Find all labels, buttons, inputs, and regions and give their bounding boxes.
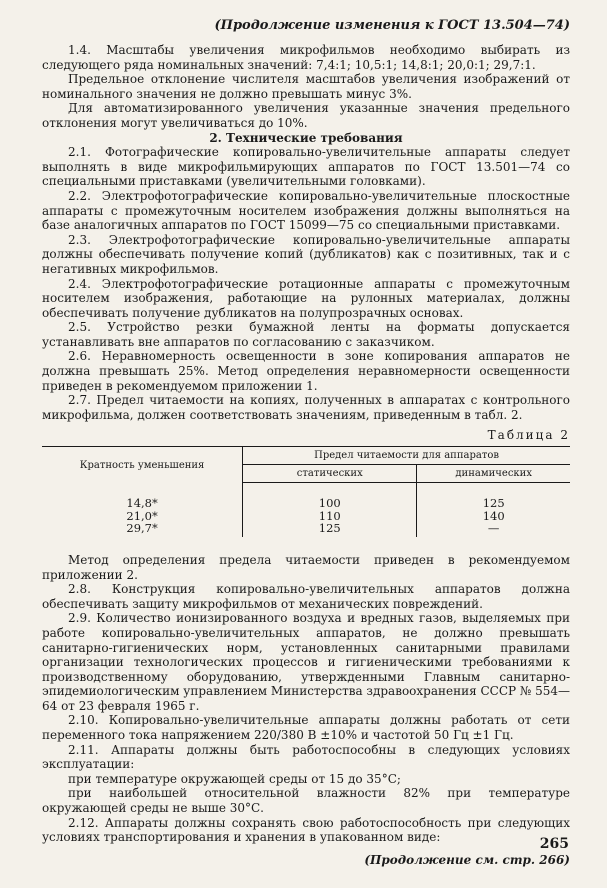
section-title: 2. Технические требования bbox=[209, 130, 403, 145]
paragraph-2-5: 2.5. Устройство резки бумажной ленты на форматы допускается устанавливать вне аппаратов по согласованию с заказчиком. bbox=[42, 320, 570, 349]
paragraph-2-4: 2.4. Электрофотографические ротационные аппараты с промежуточным носителем изображения, работающие на рулонных материалах, должны обеспечивать получение дубликатов на полупрозрачных основах. bbox=[42, 276, 570, 320]
paragraph-temperature: при температуре окружающей среды от 15 до 35°С; bbox=[68, 771, 401, 786]
paragraph-1-4: 1.4. Масштабы увеличения микрофильмов необходимо выбирать из следующего ряда номинальных значений: 7,4:1; 10,5:1; 14,8:1; 20,0:1; 29,7:1. bbox=[42, 43, 570, 72]
cell-static: 125 bbox=[243, 522, 417, 537]
table-caption: Таблица 2 bbox=[487, 428, 570, 443]
paragraph-method: Метод определения предела читаемости приведен в рекомендуемом приложении 2. bbox=[42, 552, 570, 582]
paragraph-2-11: 2.11. Аппараты должны быть работоспособны в следующих условиях эксплуатации: bbox=[42, 742, 570, 772]
col-static-header: статических bbox=[243, 465, 417, 483]
paragraph-2-12: 2.12. Аппараты должны сохранять свою работоспособность при следующих условиях транспортирования и хранения в упакованном виде: bbox=[42, 815, 570, 845]
col-dynamic-header: динамических bbox=[417, 465, 570, 483]
paragraph-deviation: Предельное отклонение числителя масштабов увеличения изображений от номинального значения не должно превышать минус 3%. bbox=[42, 72, 570, 101]
cell-dynamic: 140 bbox=[482, 508, 505, 523]
cell-ratio: 21,0* bbox=[42, 510, 243, 523]
continuation-note: (Продолжение см. стр. 266) bbox=[364, 852, 570, 867]
paragraph-2-6: 2.6. Неравномерность освещенности в зоне копирования аппаратов не должна превышать 25%. Метод определения неравномерности освещенности приведен в рекомендуемом приложении 1. bbox=[42, 349, 570, 393]
readability-table bbox=[42, 446, 570, 537]
cell-ratio: 14,8* bbox=[42, 483, 243, 510]
table-row bbox=[42, 483, 570, 510]
page-number: 265 bbox=[539, 836, 569, 852]
col-ratio-header: Кратность уменьшения bbox=[42, 447, 243, 483]
table-row bbox=[42, 522, 570, 537]
cell-ratio: 29,7* bbox=[42, 522, 243, 537]
paragraph-2-1: 2.1. Фотографические копировально-увеличительные аппараты следует выполнять в виде микрофильмирующих аппаратов по ГОСТ 13.501—74 со специальными приставками (увеличительными головками). bbox=[42, 145, 570, 189]
page-header: (Продолжение изменения к ГОСТ 13.504—74) bbox=[214, 18, 570, 33]
paragraph-2-10: 2.10. Копировально-увеличительные аппараты должны работать от сети переменного тока напряжением 220/380 В ±10% и частотой 50 Гц ±1 Гц. bbox=[42, 713, 570, 743]
paragraph-2-3: 2.3. Электрофотографические копировально-увеличительные аппараты должны обеспечивать получение копий (дубликатов) как с позитивных, так и с негативных микрофильмов. bbox=[42, 232, 570, 276]
paragraph-2-2: 2.2. Электрофотографические копировально-увеличительные плоскостные аппараты с промежуточным носителем изображения должны выполняться на базе аналогичных аппаратов по ГОСТ 15099—75 со специальными приставками. bbox=[42, 188, 570, 233]
cell-static: 110 bbox=[243, 510, 417, 523]
paragraph-automated: Для автоматизированного увеличения указанные значения предельного отклонения могут увеличиваться до 10%. bbox=[42, 101, 570, 130]
cell-static: 100 bbox=[243, 483, 417, 510]
paragraph-2-8: 2.8. Конструкция копировально-увеличительных аппаратов должна обеспечивать защиту микрофильмов от механических повреждений. bbox=[42, 582, 570, 611]
cell-dynamic: — bbox=[487, 521, 500, 536]
cell-dynamic: 125 bbox=[482, 496, 505, 511]
group-header: Предел читаемости для аппаратов bbox=[243, 447, 570, 465]
paragraph-2-7: 2.7. Предел читаемости на копиях, полученных в аппаратах с контрольного микрофильма, должен соответствовать значениям, приведенным в табл. 2. bbox=[42, 393, 570, 422]
paragraph-humidity: при наибольшей относительной влажности 82% при температуре окружающей среды не выше 30°С. bbox=[42, 786, 570, 816]
paragraph-2-9: 2.9. Количество ионизированного воздуха и вредных газов, выделяемых при работе копировально-увеличительных аппаратов, не должно превышать санитарно-гигиенических норм, установленных санитарными правилами организации технологических процессов и гигиеническими требованиями к производственному оборудованию, утвержденными Главным санитарно-эпидемиологическим управлением Министерства здравоохранения СССР № 554—64 от 23 февраля 1965 г. bbox=[42, 611, 570, 713]
document-page bbox=[42, 18, 570, 867]
